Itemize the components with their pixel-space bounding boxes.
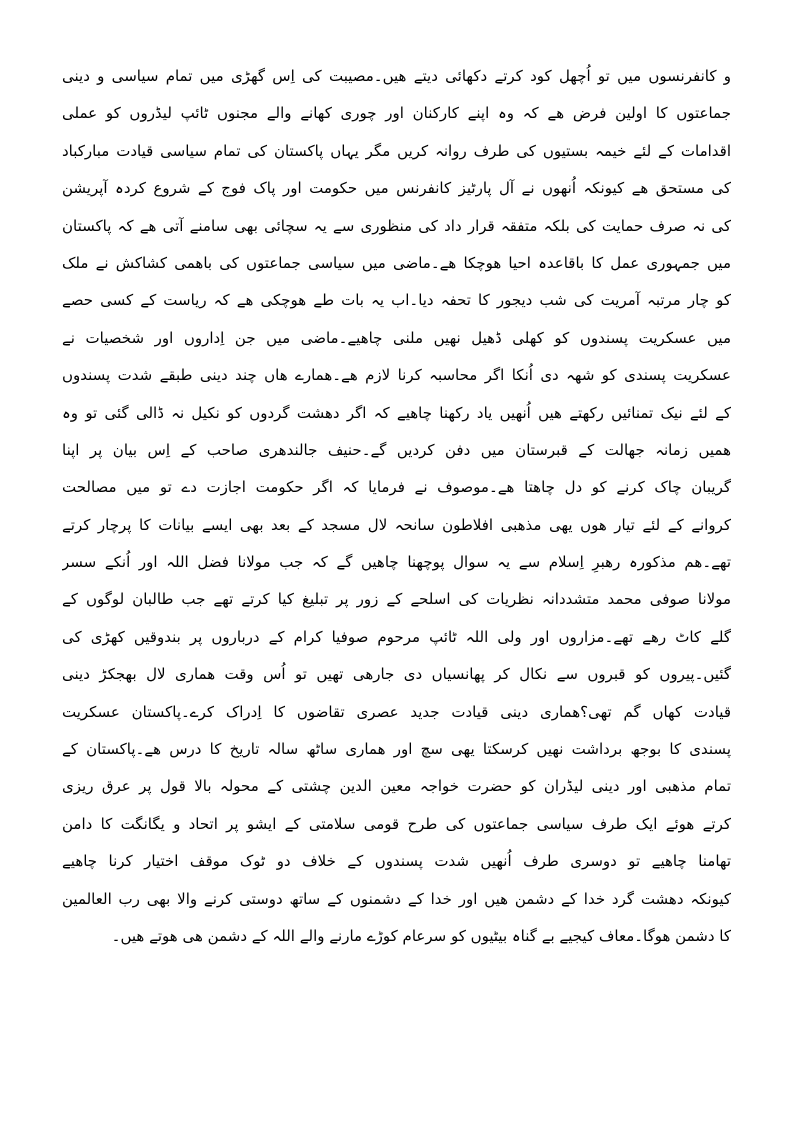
article-body: [62, 58, 731, 955]
text-line-2: جماعتوں کا اولین فرض ھے کہ وہ اپنے کارکنان اور چوری کھانے والے مجنوں ٹائپ لیڈروں کو عملی: [62, 104, 731, 123]
text-line-3: اقدامات کے لئے خیمہ بستیوں کی طرف روانہ کریں مگر یہاں پاکستان کی تمام سیاسی قیادت مبارکباد: [62, 141, 731, 160]
text-line-11: ھمیں زمانہ جھالت کے قبرستان میں دفن کردیں گے۔حنیف جالندھری صاحب کے اِس بیان پر اپنا: [62, 440, 731, 459]
text-line-5: کی نہ صرف حمایت کی بلکہ متفقہ قرار داد کی منظوری سے یہ سچائی بھی سامنے آتی ھے کہ پاکستان: [62, 216, 731, 235]
text-line-23: کیونکہ دھشت گرد خدا کے دشمن ھیں اور خدا کے دشمنوں کے ساتھ دوستی کرنے والا بھی رب العالمین: [62, 889, 731, 908]
text-line-1: و کانفرنسوں میں تو اُچھل کود کرتے دکھائی دیتے ھیں۔مصیبت کی اِس گھڑی میں تمام سیاسی و دینی: [62, 67, 731, 85]
text-line-8: میں عسکریت پسندوں کو کھلی ڈھیل نھیں ملنی چاھیے۔ماضی میں جن اِداروں اور شخصیات نے: [62, 328, 731, 347]
text-line-7: کو چار مرتبہ آمریت کی شب دیجور کا تحفہ دیا۔اب یہ بات طے ھوچکی ھے کہ ریاست کے کسی حصے: [62, 291, 731, 310]
text-line-9: عسکریت پسندی کو شھہ دی اُنکا اگر محاسبہ کرنا لازم ھے۔ھمارے ھاں چند دینی طبقے شدت پسندوں: [62, 366, 731, 385]
text-line-18: قیادت کھاں گم تھی؟ھماری دینی قیادت جدید عصری تقاضوں کا اِدراک کرے۔پاکستان عسکریت: [62, 702, 731, 721]
text-line-22: تھامنا چاھیے تو دوسری طرف اُنھیں شدت پسندوں کے خلاف دو ٹوک موقف اختیار کرنا چاھیے: [62, 852, 731, 871]
text-line-20: تمام مذھبی اور دینی لیڈران کو حضرت خواجہ معین الدین چشتی کے محولہ بالا قول پر عرق ریزی: [62, 777, 731, 796]
text-line-19: پسندی کا بوجھ برداشت نھیں کرسکتا یھی سچ اور ھماری ساٹھ سالہ تاریخ کا درس ھے۔پاکستان کے: [62, 740, 731, 759]
text-line-16: گلے کاٹ رھے تھے۔مزاروں اور ولی اللہ ٹائپ مرحوم صوفیا کرام کے درباروں پر بندوقیں کھڑی کی: [62, 627, 731, 646]
text-line-10: کے لئے نیک تمنائیں رکھتے ھیں اُنھیں یاد رکھنا چاھیے کہ اگر دھشت گردوں کو نکیل نہ ڈالی گئی تو وہ: [62, 403, 731, 422]
text-line-24: کا دشمن ھوگا۔معاف کیجیے بے گناہ بیٹیوں کو سرعام کوڑے مارنے والے اللہ کے دشمن ھی ھوتے ھیں۔: [111, 926, 731, 945]
text-line-6: میں جمہوری عمل کا باقاعدہ احیا ھوچکا ھے۔ماضی میں سیاسی جماعتوں کی باھمی کشاکش نے ملک: [62, 253, 731, 272]
text-line-21: کرتے ھوئے ایک طرف سیاسی جماعتوں کی طرح قومی سلامتی کے ایشو پر اتحاد و یگانگت کا دامن: [62, 814, 731, 833]
text-line-12: گریبان چاک کرنے کو دل چاھتا ھے۔موصوف نے فرمایا کہ اگر حکومت اجازت دے تو میں مصالحت: [62, 478, 731, 497]
text-line-4: کی مستحق ھے کیونکہ اُنھوں نے آل پارٹیز کانفرنس میں حکومت اور پاک فوج کے شروع کردہ آپریشن: [62, 179, 731, 198]
text-line-13: کروانے کے لئے تیار ھوں یھی مذھبی افلاطون سانحہ لال مسجد کے بعد بھی ایسے بیانات کا پرچار کرتے: [62, 515, 731, 534]
text-line-15: مولانا صوفی محمد متشددانہ نظریات کی اسلحے کے زور پر تبلیغ کیا کرتے تھے جب طالبان لوگوں کے: [62, 590, 731, 609]
text-line-17: گئیں۔پیروں کو قبروں سے نکال کر پھانسیاں دی جارھی تھیں تو اُس وقت ھماری لال بھجکڑ دینی: [62, 665, 731, 684]
text-line-14: تھے۔ھم مذکورہ رھبرِ اِسلام سے یہ سوال پوچھنا چاھیں گے کہ جب مولانا فضل اللہ اور اُنکے سسر: [62, 553, 731, 572]
